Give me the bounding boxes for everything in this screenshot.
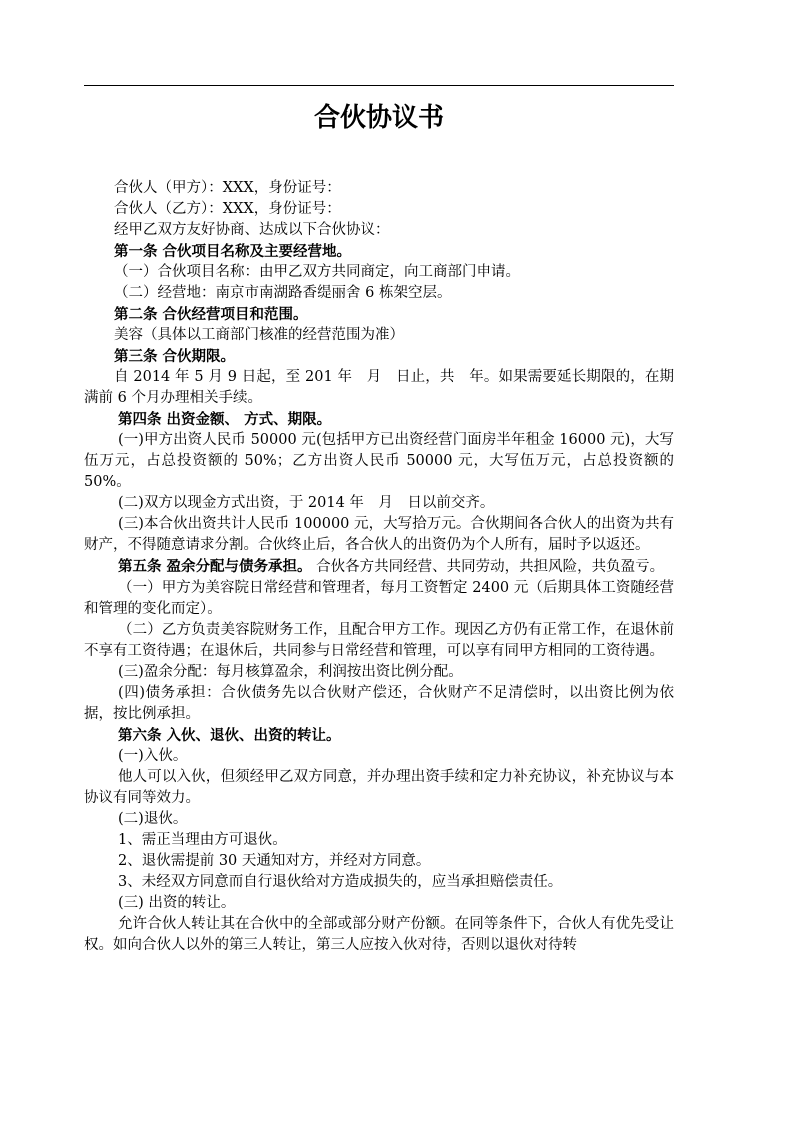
article-6-item-1-title: (一)入伙。 xyxy=(118,748,188,764)
article-1-heading: 第一条 合伙项目名称及主要经营地。 xyxy=(114,243,352,260)
article-4-heading: 第四条 出资金额、 方式、期限。 xyxy=(118,411,332,428)
header-rule xyxy=(84,85,674,86)
article-5-item-1: （一）甲方为美容院日常经营和管理者，每月工资暂定 2400 元（后期具体工资随经营和管理的变化而定）。 xyxy=(84,580,674,617)
article-6-item-3-text: 允许合伙人转让其在合伙中的全部或部分财产份额。在同等条件下，合伙人有优先受让权。如向合伙人以外的第三人转让，第三人应按入伙对待，否则以退伙对待转 xyxy=(84,916,674,953)
document-body xyxy=(84,178,674,956)
party-b-line: 合伙人（乙方）：XXX，身份证号： xyxy=(114,201,341,217)
article-2-scope: 美容（具体以工商部门核准的经营范围为准） xyxy=(114,327,404,343)
party-a-line: 合伙人（甲方）：XXX，身份证号： xyxy=(114,180,341,196)
article-5-heading: 第五条 盈余分配与债务承担。 xyxy=(118,558,312,575)
article-6-item-2-point-1: 1、需正当理由方可退伙。 xyxy=(118,832,287,848)
article-6-item-1-text: 他人可以入伙，但须经甲乙双方同意，并办理出资手续和定力补充协议，补充协议与本协议有同等效力。 xyxy=(84,769,674,806)
article-2-heading: 第二条 合伙经营项目和范围。 xyxy=(114,306,308,323)
article-4-item-1: (一)甲方出资人民币 50000 元(包括甲方已出资经营门面房半年租金 16000 元)，大写伍万元，占总投资额的 50%；乙方出资人民币 50000 元，大写伍万元，占总投资额的 50%。 xyxy=(84,432,674,490)
article-5-item-3: (三)盈余分配：每月核算盈余，利润按出资比例分配。 xyxy=(118,664,463,680)
article-6-item-3-title: (三) 出资的转让。 xyxy=(118,895,236,911)
article-1-item-2: （二）经营地：南京市南湖路香缇丽舍 6 栋架空层。 xyxy=(114,285,452,301)
article-1-item-1: （一）合伙项目名称：由甲乙双方共同商定，向工商部门申请。 xyxy=(114,264,520,280)
article-3-heading: 第三条 合伙期限。 xyxy=(114,348,236,365)
article-5-heading-line xyxy=(84,556,674,578)
article-5-intro: 合伙各方共同经营、共同劳动，共担风险，共负盈亏。 xyxy=(311,559,665,575)
article-5-item-2: （二）乙方负责美容院财务工作，且配合甲方工作。现因乙方仍有正常工作，在退休前不享有工资待遇；在退休后，共同参与日常经营和管理，可以享有同甲方相同的工资待遇。 xyxy=(84,622,674,659)
agreement-intro: 经甲乙双方友好协商、达成以下合伙协议： xyxy=(114,222,390,238)
article-4-item-2: (二)双方以现金方式出资，于 2014 年 月 日以前交齐。 xyxy=(118,495,495,511)
article-6-item-2-title: (二)退伙。 xyxy=(118,811,188,827)
article-6-item-2-point-3: 3、未经双方同意而自行退伙给对方造成损失的，应当承担赔偿责任。 xyxy=(118,874,563,890)
article-3-term: 自 2014 年 5 月 9 日起，至 201 年 月 日止，共 年。如果需要延长期限的，在期满前 6 个月办理相关手续。 xyxy=(84,369,674,406)
document-title: 合伙协议书 xyxy=(313,103,444,133)
article-5-item-4: (四)债务承担：合伙债务先以合伙财产偿还，合伙财产不足清偿时，以出资比例为依据，按比例承担。 xyxy=(84,685,674,722)
article-6-item-2-point-2: 2、退伙需提前 30 天通知对方，并经对方同意。 xyxy=(118,853,431,869)
article-6-heading: 第六条 入伙、退伙、出资的转让。 xyxy=(118,727,341,744)
article-4-item-3: (三)本合伙出资共计人民币 100000 元，大写拾万元。合伙期间各合伙人的出资为共有财产，不得随意请求分割。合伙终止后，各合伙人的出资仍为个人所有，届时予以返还。 xyxy=(84,516,674,553)
